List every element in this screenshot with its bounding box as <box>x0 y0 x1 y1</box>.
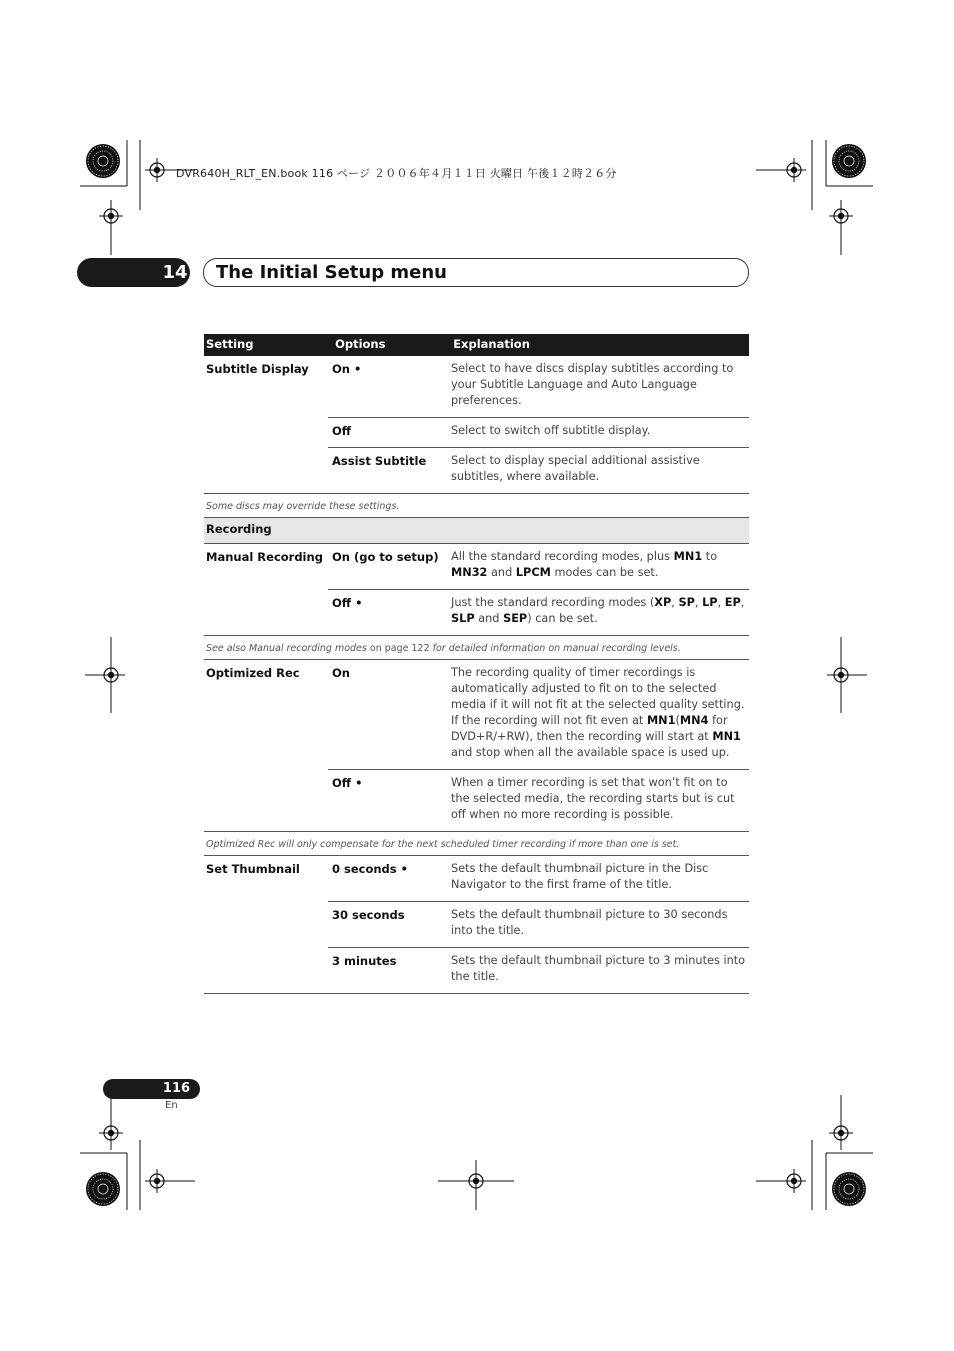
option-row <box>328 770 749 831</box>
table-row <box>204 544 749 636</box>
option-explanation: The recording quality of timer recordings is automatically adjusted to fit on to the selected media if it will not fit at the selected quality setting. If the recording will not fit even at MN1(MN4 for DVD+R/+RW), then the recording will start at MN1 and stop when all the available space is used up. <box>451 666 745 759</box>
option-row <box>328 902 749 948</box>
option-row <box>328 856 749 902</box>
option-row <box>328 590 749 635</box>
section-header: Recording <box>204 518 749 544</box>
option-explanation: Select to have discs display subtitles according to your Subtitle Language and Auto Language preferences. <box>451 362 734 407</box>
header-explanation: Explanation <box>453 337 530 351</box>
table-header <box>204 334 749 356</box>
option-explanation: Just the standard recording modes (XP, SP, LP, EP, SLP and SEP) can be set. <box>451 596 745 625</box>
option-row <box>328 418 749 448</box>
setting-name: Optimized Rec <box>206 666 300 680</box>
settings-table <box>204 334 749 994</box>
table-row <box>204 660 749 832</box>
option-label: Off <box>332 424 352 438</box>
option-explanation: All the standard recording modes, plus MN1 to MN32 and LPCM modes can be set. <box>451 550 718 579</box>
option-explanation: Sets the default thumbnail picture to 3 minutes into the title. <box>451 954 746 983</box>
header-options: Options <box>335 337 386 351</box>
file-header: DVR640H_RLT_EN.book 116 ページ ２００６年４月１１日 火曜日 午後１２時２６分 <box>176 167 617 180</box>
option-explanation: Sets the default thumbnail picture in the Disc Navigator to the first frame of the title. <box>451 862 709 891</box>
option-row <box>328 448 749 493</box>
option-label: On • <box>332 362 362 376</box>
table-row <box>204 356 749 494</box>
setting-name: Subtitle Display <box>206 362 309 376</box>
option-explanation: Select to switch off subtitle display. <box>451 424 651 437</box>
setting-name: Set Thumbnail <box>206 862 300 876</box>
option-row <box>328 544 749 590</box>
option-label: Off • <box>332 776 363 790</box>
option-label: On <box>332 666 350 680</box>
option-explanation: Sets the default thumbnail picture to 30 seconds into the title. <box>451 908 728 937</box>
page-title: The Initial Setup menu <box>216 262 447 283</box>
starburst-mark-icon <box>86 1172 120 1206</box>
option-row <box>328 660 749 770</box>
header-setting: Setting <box>206 337 254 351</box>
option-row <box>328 948 749 993</box>
option-label: Assist Subtitle <box>332 454 427 468</box>
starburst-mark-icon <box>832 144 866 178</box>
starburst-mark-icon <box>832 1172 866 1206</box>
option-explanation: Select to display special additional assistive subtitles, where available. <box>451 454 700 483</box>
page-language: En <box>165 1100 178 1111</box>
option-label: 30 seconds <box>332 908 405 922</box>
chapter-number: 14 <box>162 262 188 283</box>
option-label: Off • <box>332 596 363 610</box>
option-explanation: When a timer recording is set that won’t fit on to the selected media, the recording starts but is cut off when no more recording is possible. <box>451 776 735 821</box>
option-label: 3 minutes <box>332 954 397 968</box>
option-label: On (go to setup) <box>332 550 439 564</box>
table-note: Some discs may override these settings. <box>204 494 749 518</box>
setting-name: Manual Recording <box>206 550 323 564</box>
table-row <box>204 856 749 994</box>
table-note: See also Manual recording modes on page 122 for detailed information on manual recording levels. <box>204 636 749 660</box>
table-note: Optimized Rec will only compensate for the next scheduled timer recording if more than one is set. <box>204 832 749 856</box>
page-number: 116 <box>162 1081 191 1096</box>
option-label: 0 seconds • <box>332 862 408 876</box>
starburst-mark-icon <box>86 144 120 178</box>
option-row <box>328 356 749 418</box>
